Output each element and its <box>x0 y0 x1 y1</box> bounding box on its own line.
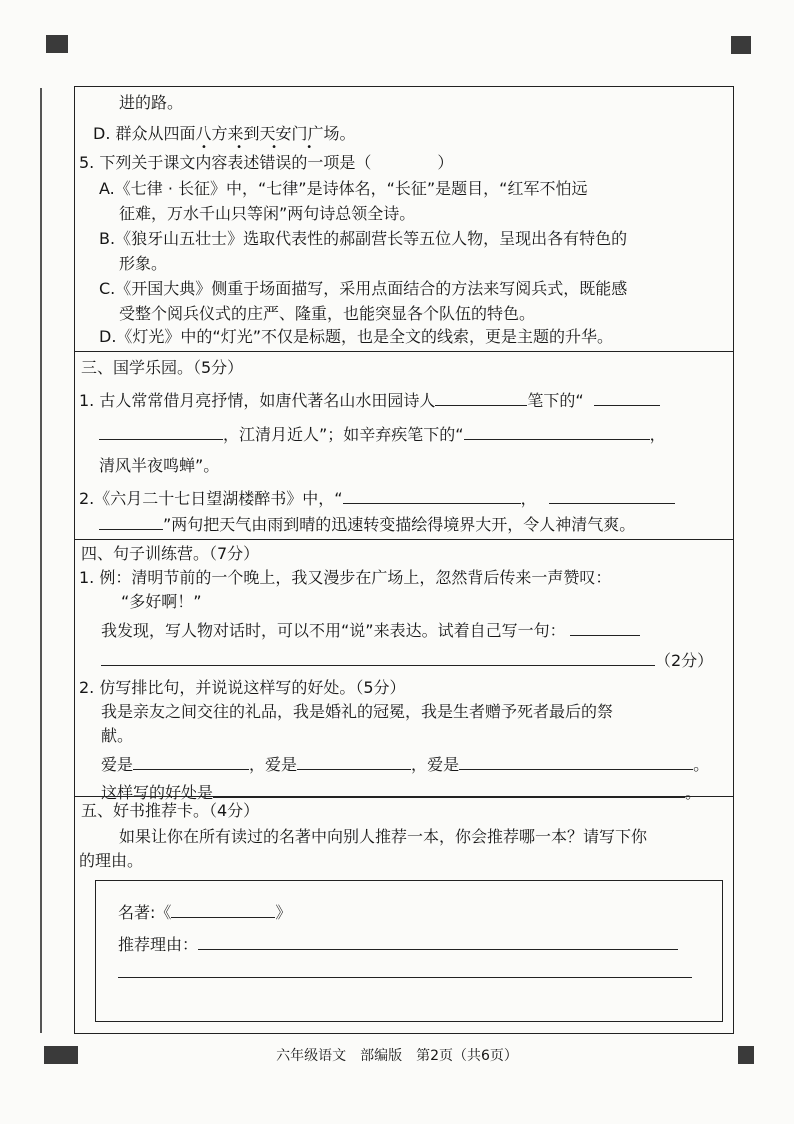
section-3 <box>75 353 733 537</box>
page-footer: 六年级语文 部编版 第2页（共6页） <box>276 1048 518 1064</box>
q5-option-c-line2: 受整个阅兵仪式的庄严、隆重，也能突显各个队伍的特色。 <box>119 304 536 323</box>
q4-option-d-text: D. 群众从四面八方来到天安门广场。 <box>93 124 356 143</box>
q5-option-a-line2: 征难，万水千山只等闲”两句诗总领全诗。 <box>119 204 416 223</box>
q5-option-b-line1: B.《狼牙山五壮士》选取代表性的郝副营长等五位人物，呈现出各有特色的 <box>99 229 628 248</box>
divider <box>75 539 733 540</box>
section-5-title: 五、好书推荐卡。（4分） <box>81 801 260 820</box>
reason-row: 推荐理由： <box>118 933 678 956</box>
registration-mark <box>731 36 751 54</box>
divider <box>75 351 733 352</box>
answer-blank[interactable] <box>594 389 660 406</box>
q4-continuation: 进的路。 <box>119 93 184 112</box>
sec3-q1-line3: 清风半夜鸣蝉”。 <box>99 456 220 475</box>
q5-option-a-line1: A.《七律 · 长征》中，“七律”是诗体名，“长征”是题目，“红军不怕远 <box>99 179 588 198</box>
q5-option-b-line2: 形象。 <box>119 254 168 273</box>
sec4-q1-line1: 1. 例：清明节前的一个晚上，我又漫步在广场上，忽然背后传来一声赞叹： <box>79 568 612 587</box>
sec4-q2-line1: 2. 仿写排比句，并说说这样写的好处。（5分） <box>79 678 406 697</box>
answer-blank[interactable] <box>570 619 640 636</box>
answer-blank[interactable] <box>459 753 693 770</box>
sec3-q2-line1: 2.《六月二十七日望湖楼醉书》中，“ ， <box>79 487 675 510</box>
answer-blank[interactable] <box>343 487 521 504</box>
sec3-q1-line1: 1. 古人常常借月亮抒情，如唐代著名山水田园诗人 笔下的“ <box>79 389 660 412</box>
answer-blank[interactable] <box>297 753 411 770</box>
recommendation-card <box>95 880 723 1022</box>
answer-blank[interactable] <box>99 423 223 440</box>
book-name-row: 名著:《 》 <box>118 903 292 922</box>
section-4 <box>75 541 733 802</box>
sec4-q2-line2: 我是亲友之间交往的礼品，我是婚礼的冠冕，我是生者赠予死者最后的祭 <box>101 702 614 721</box>
q5-option-d: D.《灯光》中的“灯光”不仅是标题，也是全文的线索，更是主题的升华。 <box>99 327 613 346</box>
answer-blank[interactable] <box>101 649 655 666</box>
answer-blank[interactable] <box>549 487 675 504</box>
answer-blank[interactable] <box>435 389 527 406</box>
reason-blank-line2[interactable] <box>118 977 692 978</box>
sec4-q1-line4 <box>101 649 713 672</box>
registration-mark <box>46 35 68 53</box>
exam-frame <box>74 86 734 1034</box>
sec4-q2-line3: 献。 <box>101 726 134 745</box>
answer-blank[interactable] <box>133 753 249 770</box>
answer-blank[interactable] <box>99 513 163 530</box>
section-3-title: 三、国学乐园。（5分） <box>81 358 244 377</box>
sec3-q2-line2: ”两句把天气由雨到晴的迅速转变描绘得境界大开，令人神清气爽。 <box>99 513 635 536</box>
section-4-title: 四、句子训练营。（7分） <box>81 544 260 563</box>
sec3-q1-line2: ，江清月近人”；如辛弃疾笔下的“ ， <box>99 423 666 446</box>
sec4-q2-imitation: 爱是 ，爱是 ，爱是 。 <box>101 755 710 774</box>
binding-line <box>40 88 42 1033</box>
reason-blank[interactable] <box>198 933 678 950</box>
sec5-intro-line2: 的理由。 <box>79 851 144 870</box>
section-5 <box>75 798 733 1032</box>
sec4-q1-line2: “多好啊！” <box>121 592 202 611</box>
sec5-intro-line1: 如果让你在所有读过的名著中向别人推荐一本，你会推荐哪一本？请写下你 <box>119 827 648 846</box>
q5-stem: 5. 下列关于课文内容表述错误的一项是（ ） <box>79 153 454 172</box>
q5-option-c-line1: C.《开国大典》侧重于场面描写，采用点面结合的方法来写阅兵式，既能感 <box>99 279 628 298</box>
book-name-blank[interactable] <box>171 901 275 918</box>
score: （2分） <box>655 651 714 670</box>
sec4-q1-line3: 我发现，写人物对话时，可以不用“说”来表达。试着自己写一句： <box>101 619 640 642</box>
sec4-q2-benefit: 这样写的好处是 。 <box>101 783 702 802</box>
answer-blank[interactable] <box>464 423 650 440</box>
divider <box>75 796 733 797</box>
section-q4-q5 <box>75 87 733 349</box>
emphasis-dots: • • • • <box>201 142 326 153</box>
